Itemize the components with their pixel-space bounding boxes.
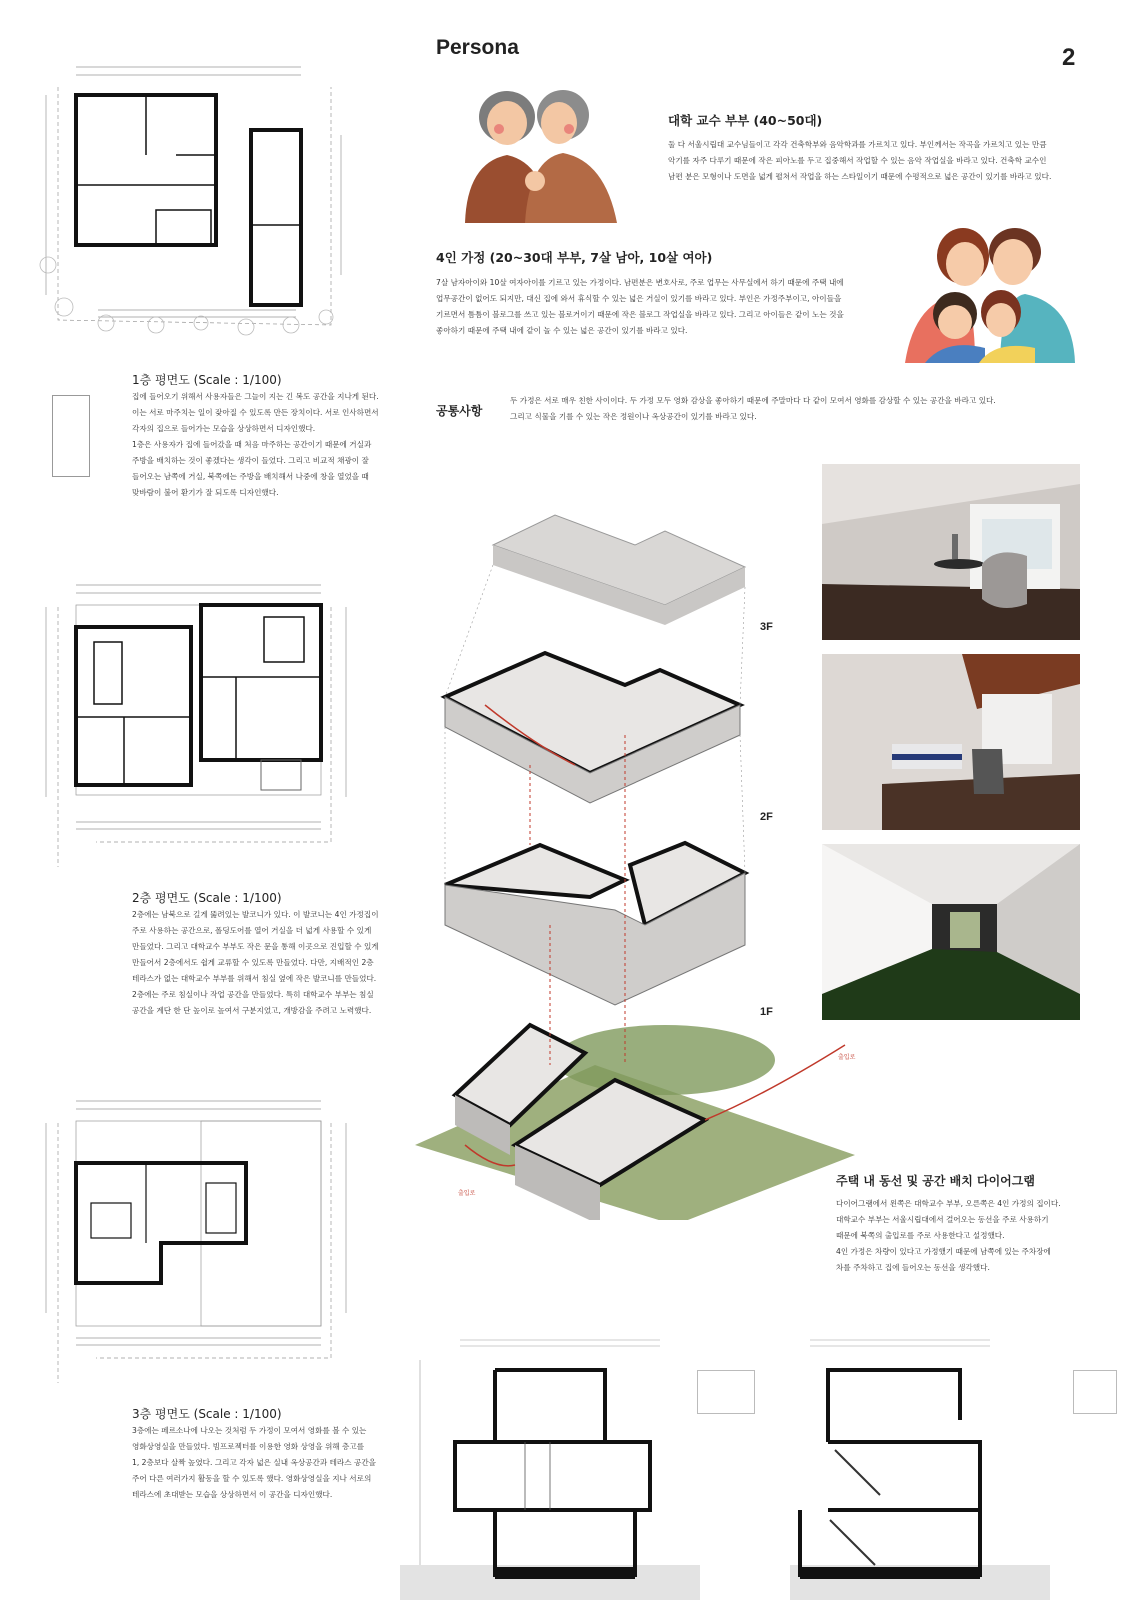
floor-label-3f: 3F bbox=[760, 621, 773, 633]
common-title: 공통사항 bbox=[436, 404, 483, 418]
section-drawing-right bbox=[790, 1330, 1050, 1600]
page-number: 2 bbox=[1062, 44, 1076, 71]
interior-render-2f bbox=[822, 654, 1080, 830]
floor-plan-2f bbox=[36, 577, 361, 867]
entrance-label-south: 출입로 bbox=[458, 1190, 476, 1197]
diagram-title: 주택 내 동선 및 공간 배치 다이어그램 bbox=[836, 1174, 1035, 1188]
common-description: 두 가정은 서로 매우 친한 사이이다. 두 가정 모두 영화 감상을 좋아하기 때문에 주말마다 다 같이 모여서 영화를 감상할 수 있는 공간을 바라고 있다. 그리고 식물을 기를 수 있는 작은 정원이나 옥상공간이 있기를 바라고 있다. bbox=[510, 396, 996, 421]
diagram-description: 다이어그램에서 왼쪽은 대학교수 부부, 오른쪽은 4인 가정의 집이다. 대학교수 부부는 서울시립대에서 걸어오는 동선을 주로 사용하기 때문에 북쪽의 출입로를 주로 사용한다고 설정했다. 4인 가정은 차량이 있다고 가정했기 때문에 남쪽에 있는 주차장에 차를 주차하고 집에 들어오는 동선을 생각했다. bbox=[836, 1199, 1061, 1272]
plan-1f-description: 집에 들어오기 위해서 사용자들은 그늘이 지는 긴 복도 공간을 지나게 된다. 이는 서로 마주치는 일이 잦아질 수 있도록 만든 장치이다. 서로 인사하면서 각자의 집으로 들어가는 모습을 상상하면서 디자인했다. 1층은 사용자가 집에 들어갔을 때 처음 마주하는 공간이기 때문에 거실과 주방을 배치하는 것이 좋겠다는 생각이 들었다. 그리고 비교적 채광이 잘 들어오는 남쪽에 거실, 북쪽에는 주방을 배치해서 나중에 창을 열었을 때 맞바람이 불어 환기가 잘 되도록 디자인했다. bbox=[132, 392, 379, 497]
parking-outline bbox=[52, 395, 90, 477]
floor-plan-1f bbox=[36, 55, 361, 340]
persona-family-description: 7살 남자아이와 10살 여자아이를 기르고 있는 가정이다. 남편분은 변호사로, 주로 업무는 사무실에서 하기 때문에 주택 내에 업무공간이 없어도 되지만, 대신 집에 와서 휴식할 수 있는 넓은 거실이 있기를 바라고 있다. 부인은 가정주부이고, 아이들을 기르면서 틈틈이 블로그를 쓰고 있는 블로거이기 때문에 작은 블로그 작업실을 바라고 있다. 그리고 아이들은 같이 노는 것을 좋아하기 때문에 주택 내에 같이 놀 수 있는 넓은 공간이 있기를 바라고 있다. bbox=[436, 278, 844, 335]
floor-label-1f: 1F bbox=[760, 1006, 773, 1018]
persona-family-title: 4인 가정 (20~30대 부부, 7살 남아, 10살 여아) bbox=[436, 250, 713, 265]
plan-3f-description: 3층에는 페르소나에 나오는 것처럼 두 가정이 모여서 영화를 볼 수 있는 영화상영실을 만들었다. 빔프로젝터를 이용한 영화 상영을 위해 층고를 1, 2층보다 살짝 높였다. 그리고 각자 넓은 실내 옥상공간과 테라스 공간을 주어 다른 여러가지 활동을 할 수 있도록 했다. 영화상영실을 지나 서로의 테라스에 초대받는 모습을 상상하면서 이 공간을 디자인했다. bbox=[132, 1426, 377, 1499]
persona-professors-title: 대학 교수 부부 (40~50대) bbox=[668, 113, 823, 128]
plan-3f-title: 3층 평면도 (Scale : 1/100) bbox=[132, 1407, 282, 1421]
plan-1f-title: 1층 평면도 (Scale : 1/100) bbox=[132, 373, 282, 387]
page-title: Persona bbox=[436, 36, 519, 59]
section-drawing-left bbox=[400, 1330, 700, 1600]
floor-plan-3f bbox=[36, 1093, 361, 1383]
interior-render-3f bbox=[822, 464, 1080, 640]
floor-label-2f: 2F bbox=[760, 811, 773, 823]
plan-2f-title: 2층 평면도 (Scale : 1/100) bbox=[132, 891, 282, 905]
exterior-corridor-render-1f bbox=[822, 844, 1080, 1020]
plan-2f-description: 2층에는 남북으로 길게 뚫려있는 발코니가 있다. 이 발코니는 4인 가정집이 주로 사용하는 공간으로, 폴딩도어를 열어 거실을 더 넓게 사용할 수 있게 만들었다. 그리고 대학교수 부부도 작은 문을 통해 이곳으로 진입할 수 있게 만들어서 2층에서도 쉽게 교류할 수 있도록 만들었다. 다만, 지배적인 2층 테라스가 없는 대학교수 부부를 위해서 침실 옆에 작은 발코니를 만들었다. 2층에는 주로 침실이나 작업 공간을 만들었다. 특히 대학교수 부부는 침실 공간을 계단 한 단 높이로 높여서 구분지었고, 개방감을 주려고 노력했다. bbox=[132, 910, 379, 1015]
key-map-right bbox=[1073, 1370, 1117, 1414]
exploded-axonometric-diagram bbox=[415, 505, 875, 1220]
key-map-left bbox=[697, 1370, 755, 1414]
entrance-label-north: 출입로 bbox=[838, 1054, 856, 1061]
family-illustration bbox=[905, 218, 1080, 363]
elderly-couple-illustration bbox=[445, 85, 635, 223]
persona-professors-description: 둘 다 서울시립대 교수님들이고 각각 건축학부와 음악학과를 가르치고 있다. 부인께서는 작곡을 가르치고 있는 만큼 악기를 자주 다루기 때문에 작은 피아노를 두고 집중해서 작업할 수 있는 음악 작업실을 바라고 있다. 건축학 교수인 남편 분은 모형이나 도면을 넓게 펼쳐서 작업을 하는 스타일이기 때문에 수평적으로 넓은 공간이 있기를 바라고 있다. bbox=[668, 140, 1052, 181]
